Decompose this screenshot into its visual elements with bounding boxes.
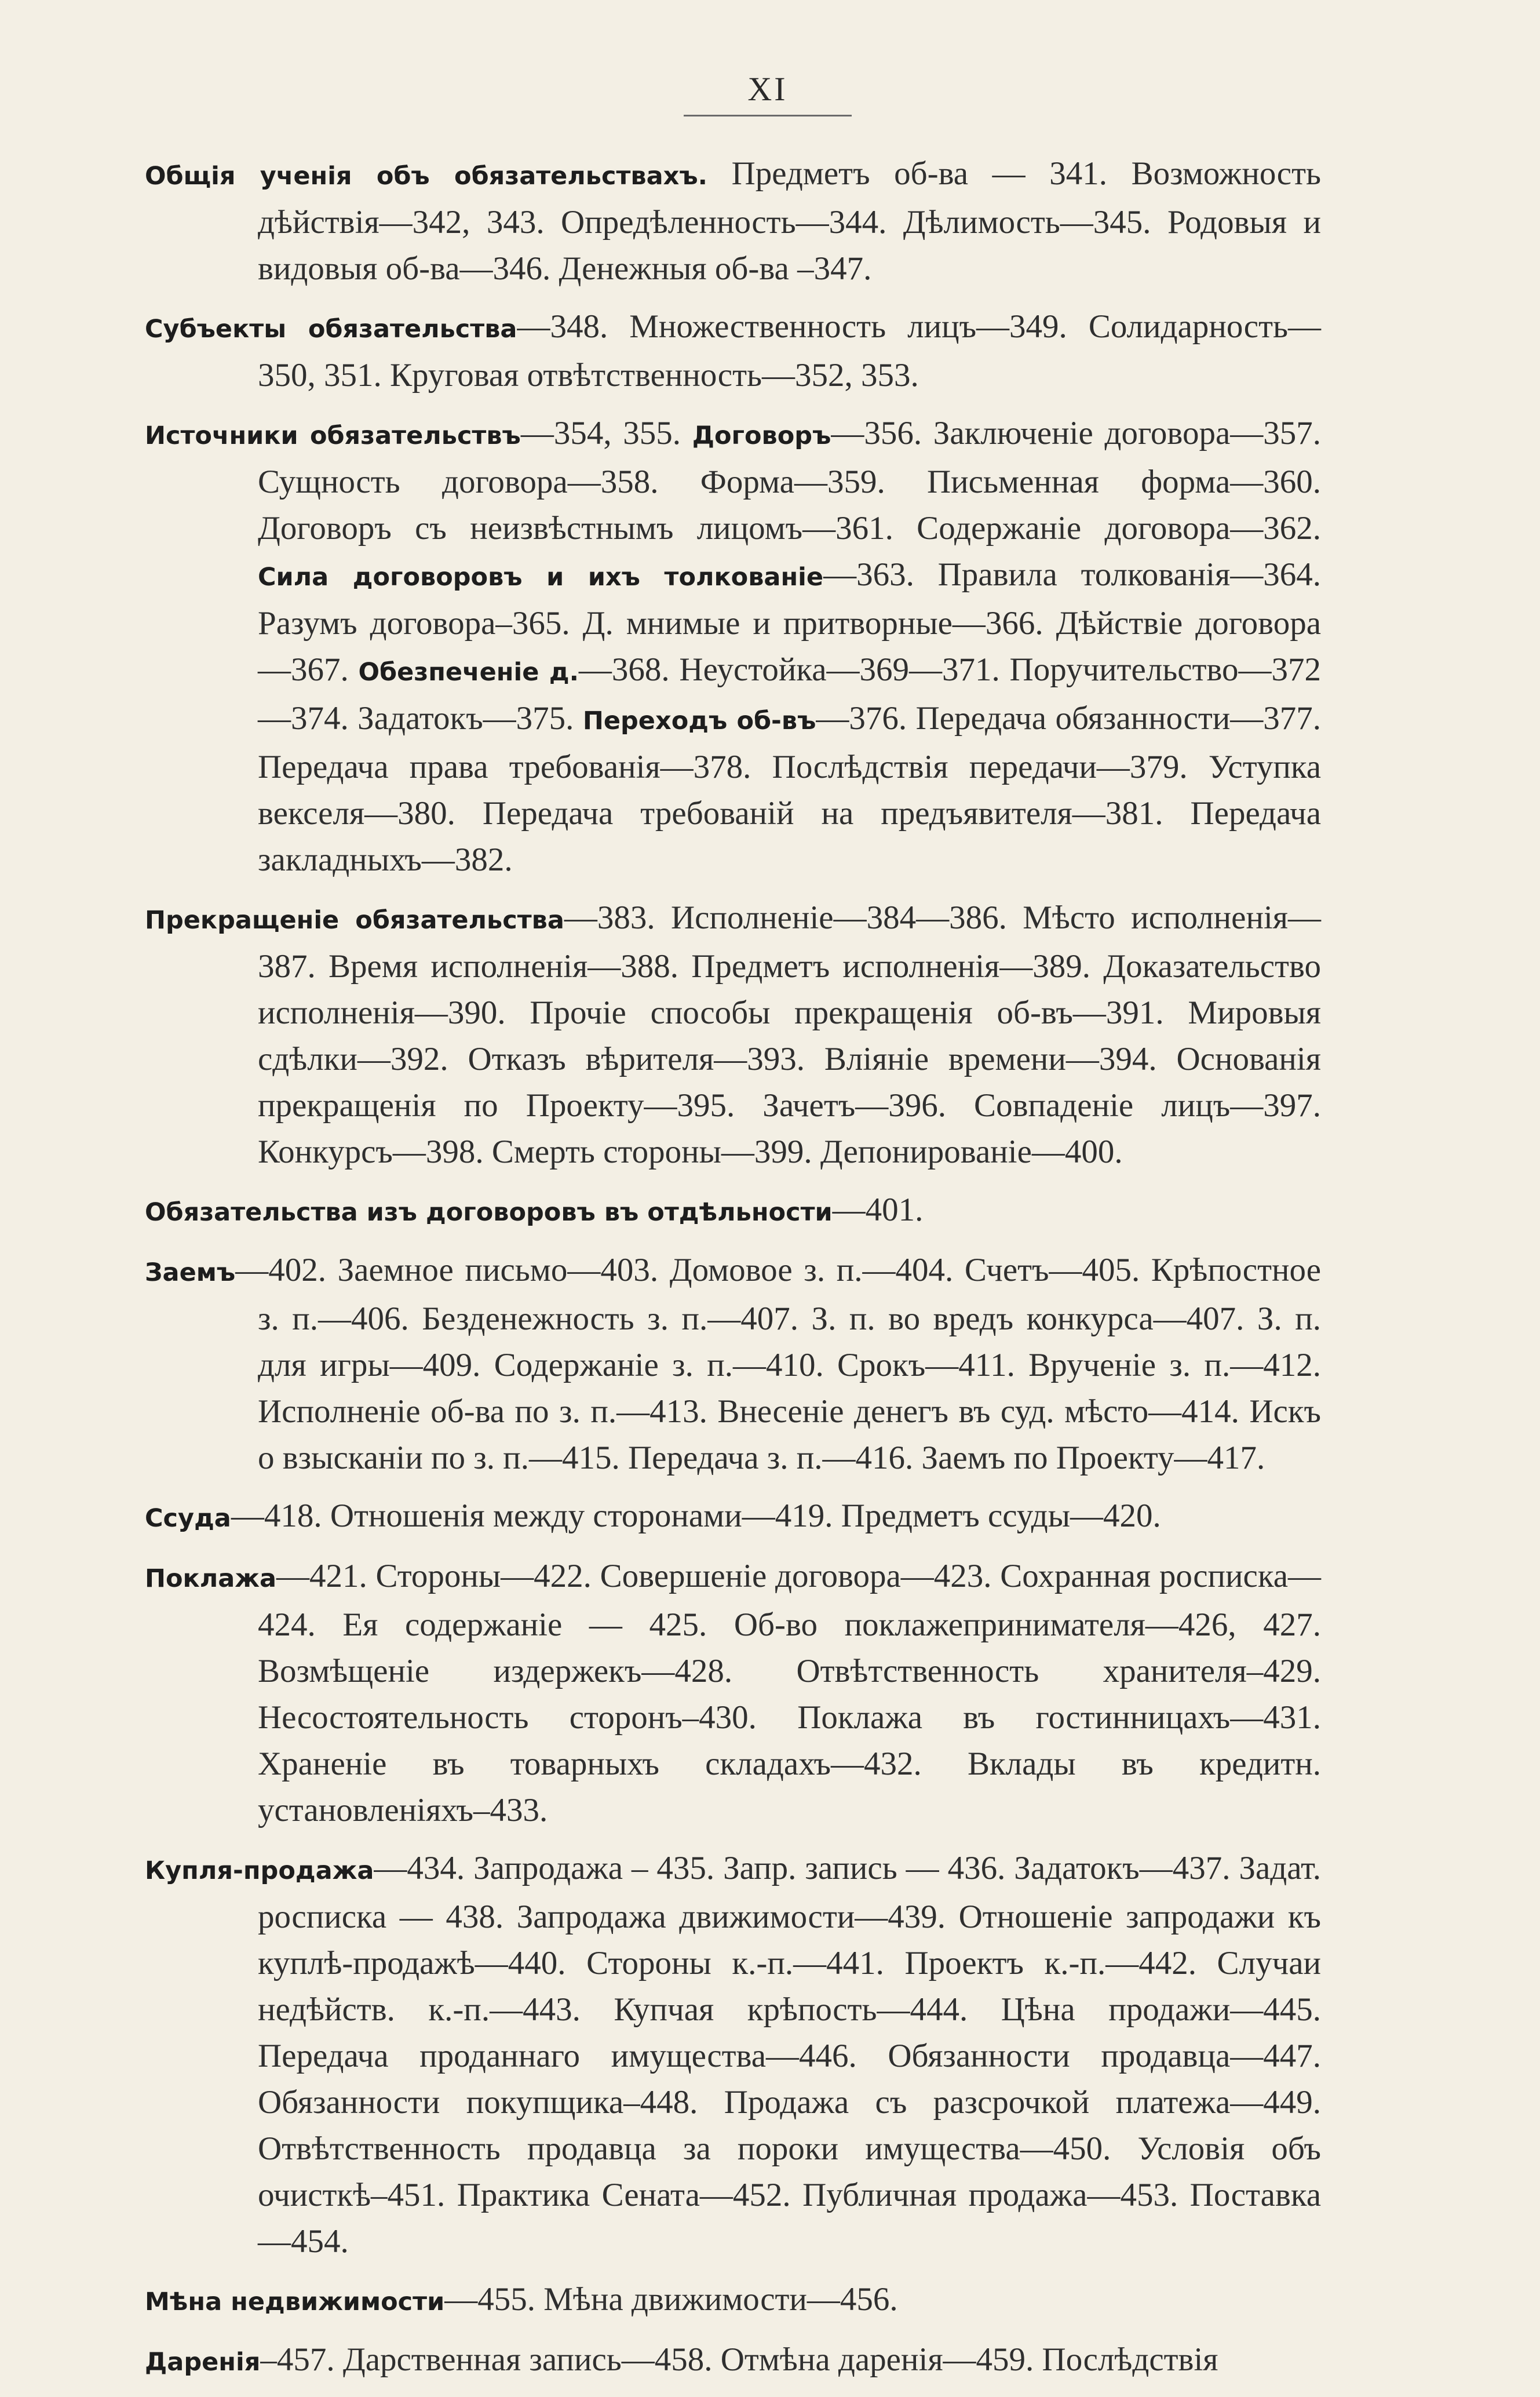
toc-text: —418. Отношенія между сторонами—419. Предметъ ссуды—420.	[231, 1498, 1161, 1534]
toc-heading: Ссуда	[145, 1504, 231, 1533]
toc-heading: Переходъ об-въ	[582, 706, 816, 735]
toc-text: —354, 355.	[520, 415, 692, 451]
toc-text: —402. Заемное письмо—403. Домовое з. п.—404. Счетъ—405. Крѣпостное з. п.—406. Безденежность з. п.—407. З. п. во вредъ конкурса—407. З. п. для игры—409. Содержаніе з. п.—410. Срокъ—411. Врученіе з. п.—412. Исполненіе об-ва по з. п.—413. Внесеніе денегъ въ суд. мѣсто—414. Искъ о взысканіи по з. п.—415. Передача з. п.—416. Заемъ по Проекту—417.	[235, 1252, 1321, 1476]
toc-entry	[145, 410, 1321, 883]
toc-text: —376. Передача обязанности—377. Передача права требованія—378. Послѣдствія передачи—379. Уступка векселя—380. Передача требованій на предъявителя—381. Передача закладныхъ—382.	[258, 700, 1322, 878]
toc-entry	[145, 2337, 1321, 2385]
toc-heading: Общія ученія объ обязательствахъ.	[145, 162, 708, 191]
toc-text: —356. Заключеніе договора—357. Сущность договора—358. Форма—359. Письменная форма—360. Договоръ съ неизвѣстнымъ лицомъ—361. Содержаніе договора—362.	[258, 415, 1321, 547]
toc-heading: Даренія	[145, 2348, 261, 2377]
toc-text: —368. Неустойка—369—371. Поручительство—372—374. Задатокъ—375.	[258, 651, 1321, 737]
toc-text: Предметъ об-ва — 341. Возможность дѣйствія—342, 343. Опредѣленность—344. Дѣлимость—345. Родовыя и видовыя об-ва—346. Денежныя об-ва –347.	[258, 155, 1321, 287]
toc-entry	[145, 2276, 1321, 2325]
toc-entry	[145, 1493, 1321, 1542]
toc-text: —455. Мѣна движимости—456.	[444, 2281, 898, 2318]
toc-heading: Субъекты обязательства	[145, 315, 517, 344]
toc-heading: Поклажа	[145, 1564, 277, 1593]
toc-heading: Заемъ	[145, 1258, 236, 1287]
toc-heading: Мѣна недвижимости	[145, 2287, 445, 2316]
toc-heading: Договоръ	[692, 421, 831, 450]
toc-entry	[145, 1845, 1321, 2265]
toc-entry	[145, 151, 1321, 292]
toc-text: —421. Стороны—422. Совершеніе договора—423. Сохранная росписка—424. Ея содержаніе — 425. Об-во поклажепринимателя—426, 427. Возмѣщеніе издержекъ—428. Отвѣтственность хранителя–429. Несостоятельность сторонъ–430. Поклажа въ гостинницахъ—431. Храненіе въ товарныхъ складахъ—432. Вклады въ кредитн. установленіяхъ–433.	[258, 1558, 1321, 1828]
toc-heading: Обязательства изъ договоровъ въ отдѣльности	[145, 1198, 833, 1227]
table-of-contents	[145, 151, 1321, 2397]
toc-text: —401.	[832, 1192, 924, 1228]
toc-entry	[145, 1247, 1321, 1481]
toc-heading: Источники обязательствъ	[145, 421, 521, 450]
toc-entry	[145, 1187, 1321, 1236]
toc-heading: Купля-продажа	[145, 1856, 374, 1885]
toc-heading: Обезпеченіе д.	[358, 658, 579, 687]
toc-text: —348. Множественность лицъ—349. Солидарность—350, 351. Круговая отвѣтственность—352, 353.	[258, 308, 1321, 394]
toc-entry	[145, 895, 1321, 1175]
page-number: XI	[747, 70, 788, 108]
header-rule	[684, 115, 852, 116]
toc-text: —383. Исполненіе—384—386. Мѣсто исполненія—387. Время исполненія—388. Предметъ исполненія—389. Доказательство исполненія—390. Прочіе способы прекращенія об-въ—391. Мировыя сдѣлки—392. Отказъ вѣрителя—393. Вліяніе времени—394. Основанія прекращенія по Проекту—395. Зачетъ—396. Совпаденіе лицъ—397. Конкурсъ—398. Смерть стороны—399. Депонированіе—400.	[258, 899, 1321, 1170]
toc-text: —434. Запродажа – 435. Запр. запись — 436. Задатокъ—437. Задат. росписка — 438. Запродажа движимости—439. Отношеніе запродажи къ куплѣ-продажѣ—440. Стороны к.-п.—441. Проектъ к.-п.—442. Случаи недѣйств. к.-п.—443. Купчая крѣпость—444. Цѣна продажи—445. Передача проданнаго имущества—446. Обязанности продавца—447. Обязанности покупщика–448. Продажа съ разсрочкой платежа—449. Отвѣтственность продавца за пороки имущества—450. Условія объ очисткѣ–451. Практика Сената—452. Публичная продажа—453. Поставка—454.	[258, 1850, 1321, 2260]
toc-heading: Прекращеніе обязательства	[145, 906, 564, 935]
toc-text: —363. Правила толкованія—364. Разумъ договора–365. Д. мнимые и притворные—366. Дѣйствіе договора—367.	[258, 556, 1321, 688]
toc-entry	[145, 1553, 1321, 1834]
toc-entry	[145, 304, 1321, 399]
toc-text: –457. Дарственная запись—458. Отмѣна даренія—459. Послѣдствія	[260, 2341, 1218, 2378]
toc-heading: Сила договоровъ и ихъ толкованіе	[258, 563, 824, 592]
